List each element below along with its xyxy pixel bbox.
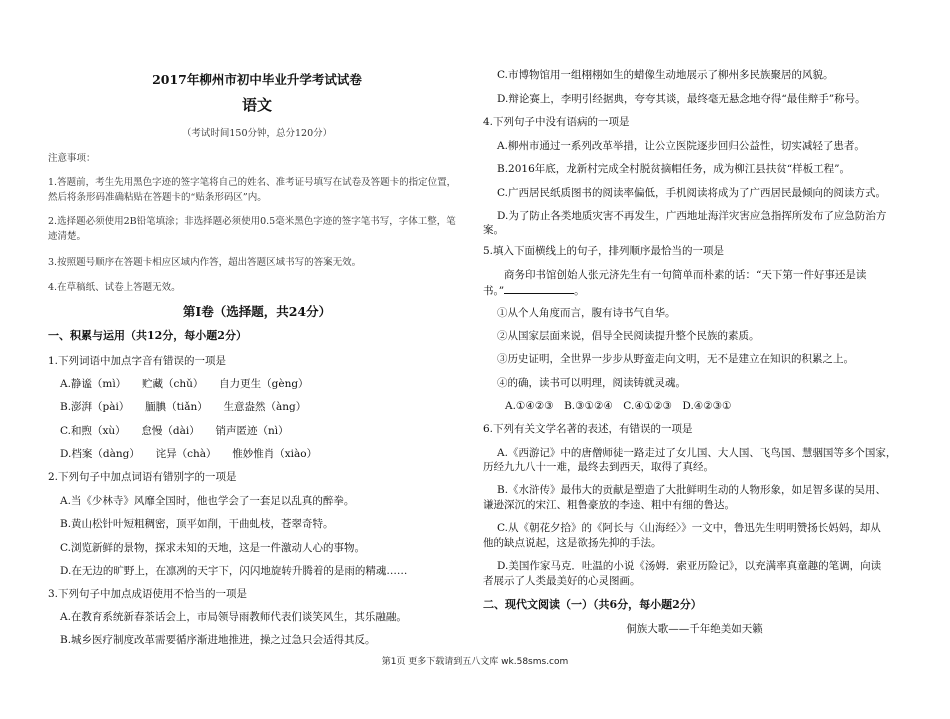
q6-option-a-line1: A.《西游记》中的唐僧师徒一路走过了女儿国、大人国、飞鸟国、慧骃国等多个国家， bbox=[497, 447, 897, 459]
q5-passage-start: 书。” bbox=[483, 285, 505, 297]
q1-option-b: B.澎湃（pài） 腼腆（tiǎn） 生意盎然（àng） bbox=[60, 401, 307, 413]
q2-option-d: D.在无边的旷野上，在凛冽的天宇下，闪闪地旋转升腾着的是雨的精魂…… bbox=[60, 565, 408, 577]
question-1: 1.下列词语中加点字音有错误的一项是 bbox=[48, 355, 227, 367]
q6-option-b-line1: B.《水浒传》最伟大的贡献是塑造了大批鲜明生动的人物形象，如足智多谋的吴用、 bbox=[497, 484, 887, 496]
q6-option-d-line1: D.美国作家马克．吐温的小说《汤姆．索亚历险记》，以充满率真童趣的笔调，向读 bbox=[497, 560, 882, 572]
section-two-heading: 二、现代文阅读（一）（共6分，每小题2分） bbox=[483, 598, 702, 611]
exam-title: 2017年柳州市初中毕业升学考试试卷 bbox=[152, 72, 362, 87]
q1-option-a: A.静谧（mì） 贮藏（chǔ） 自力更生（gèng） bbox=[60, 378, 309, 390]
q5-passage-end: 。 bbox=[574, 285, 585, 297]
q3-option-c: C.市博物馆用一组栩栩如生的蜡像生动地展示了柳州多民族聚居的风貌。 bbox=[497, 69, 834, 81]
question-2: 2.下列句子中加点词语有错别字的一项是 bbox=[48, 471, 237, 483]
q3-option-d: D.辩论赛上，李明引经据典，夸夸其谈，最终毫无悬念地夺得“最佳辩手”称号。 bbox=[497, 93, 866, 105]
notice-heading: 注意事项： bbox=[48, 153, 96, 164]
q5-sentence-3: ③历史证明，全世界一步步从野蛮走向文明，无不是建立在知识的积累之上。 bbox=[497, 353, 854, 365]
fill-in-blank bbox=[504, 283, 574, 294]
q6-option-b-line2: 谦逊深沉的宋江、粗鲁豪放的李逵、粗中有细的鲁达。 bbox=[483, 499, 735, 511]
article-title: 侗族大歌——千年绝美如天籁 bbox=[626, 623, 763, 635]
notice-2a: 2.选择题必须使用2B铅笔填涂；非选择题必须使用0.5毫米黑色字迹的签字笔书写，字体工整，笔 bbox=[48, 216, 456, 227]
q6-option-a-line2: 历经九九八十一难，最终去到西天，取得了真经。 bbox=[483, 461, 714, 473]
notice-1a: 1.答题前，考生先用黑色字迹的签字笔将自己的姓名、准考证号填写在试卷及答题卡的指定位置， bbox=[48, 177, 457, 188]
question-6: 6.下列有关文学名著的表述，有错误的一项是 bbox=[483, 423, 693, 435]
section-one-heading: 一、积累与运用（共12分，每小题2分） bbox=[48, 329, 247, 342]
page-footer: 第1页 更多下载请到五八文库 wk.58sms.com bbox=[381, 657, 569, 667]
q6-option-d-line2: 者展示了人类最美好的心灵图画。 bbox=[483, 575, 641, 587]
notice-4: 4.在草稿纸、试卷上答题无效。 bbox=[48, 282, 181, 293]
q5-passage-line2 bbox=[483, 283, 585, 298]
q5-passage-line1: 商务印书馆创始人张元济先生有一句简单而朴素的话：“天下第一件好事还是读 bbox=[483, 269, 867, 281]
q1-option-c: C.和煦（xù） 怠慢（dài） 销声匿迹（nì） bbox=[60, 425, 289, 437]
subject-title: 语文 bbox=[241, 96, 272, 114]
question-4: 4.下列句子中没有语病的一项是 bbox=[483, 116, 630, 128]
notice-3: 3.按照题号顺序在答题卡相应区域内作答，超出答题区域书写的答案无效。 bbox=[48, 257, 362, 268]
part-one-title: 第Ⅰ卷（选择题，共24分） bbox=[182, 304, 332, 319]
q1-option-d: D.档案（dàng） 诧异（chà） 惟妙惟肖（xiào） bbox=[60, 448, 318, 460]
question-5: 5.填入下面横线上的句子，排列顺序最恰当的一项是 bbox=[483, 245, 725, 257]
q5-options: A.①④②③ B.③①②④ C.④①②③ D.④②③① bbox=[505, 400, 732, 412]
q4-option-b: B.2016年底，龙新村完成全村脱贫摘帽任务，成为柳江县扶贫“样板工程”。 bbox=[497, 163, 851, 175]
q4-option-d-line2: 案。 bbox=[483, 224, 504, 236]
q6-option-c-line2: 他的缺点说起，这是欲扬先抑的手法。 bbox=[483, 537, 662, 549]
q2-option-c: C.浏览新鲜的景物，探求未知的天地，这是一件激动人心的事物。 bbox=[60, 542, 365, 554]
q2-option-a: A.当《少林寺》风靡全国时，他也学会了一套足以乱真的醉拳。 bbox=[60, 495, 355, 507]
q2-option-b: B.黄山松针叶短粗稠密，顶平如削，干曲虬枝，苍翠奇特。 bbox=[60, 518, 334, 530]
q3-option-a: A.在教育系统新春茶话会上，市局领导雨教师代表们谈笑风生，其乐融融。 bbox=[60, 611, 407, 623]
q5-sentence-2: ②从国家层面来说，倡导全民阅读提升整个民族的素质。 bbox=[497, 330, 760, 342]
q5-sentence-4: ④的确，读书可以明理，阅读铸就灵魂。 bbox=[497, 377, 686, 389]
question-3: 3.下列句子中加点成语使用不恰当的一项是 bbox=[48, 588, 248, 600]
time-note: （考试时间150分钟，总分120分） bbox=[181, 128, 333, 139]
q6-option-c-line1: C.从《朝花夕拾》的《阿长与〈山海经〉》一文中，鲁迅先生明明赞扬长妈妈，却从 bbox=[497, 522, 881, 534]
q4-option-a: A.柳州市通过一系列改革举措，让公立医院逐步回归公益性，切实减轻了患者。 bbox=[497, 140, 865, 152]
q5-sentence-1: ①从个人角度而言，腹有诗书气自华。 bbox=[497, 307, 676, 319]
q4-option-c: C.广西居民纸质图书的阅读率偏低，手机阅读将成为了广西居民最倾向的阅读方式。 bbox=[497, 187, 886, 199]
notice-1b: 然后将条形码准确粘贴在答题卡的“贴条形码区”内。 bbox=[48, 192, 267, 203]
notice-2b: 迹清楚。 bbox=[48, 231, 87, 242]
q3-option-b: B.城乡医疗制度改革需要循序渐进地推进，操之过急只会适得其反。 bbox=[60, 634, 376, 646]
q4-option-d-line1: D.为了防止各类地质灾害不再发生，广西地址海洋灾害应急指挥所发布了应急防治方 bbox=[497, 210, 887, 222]
